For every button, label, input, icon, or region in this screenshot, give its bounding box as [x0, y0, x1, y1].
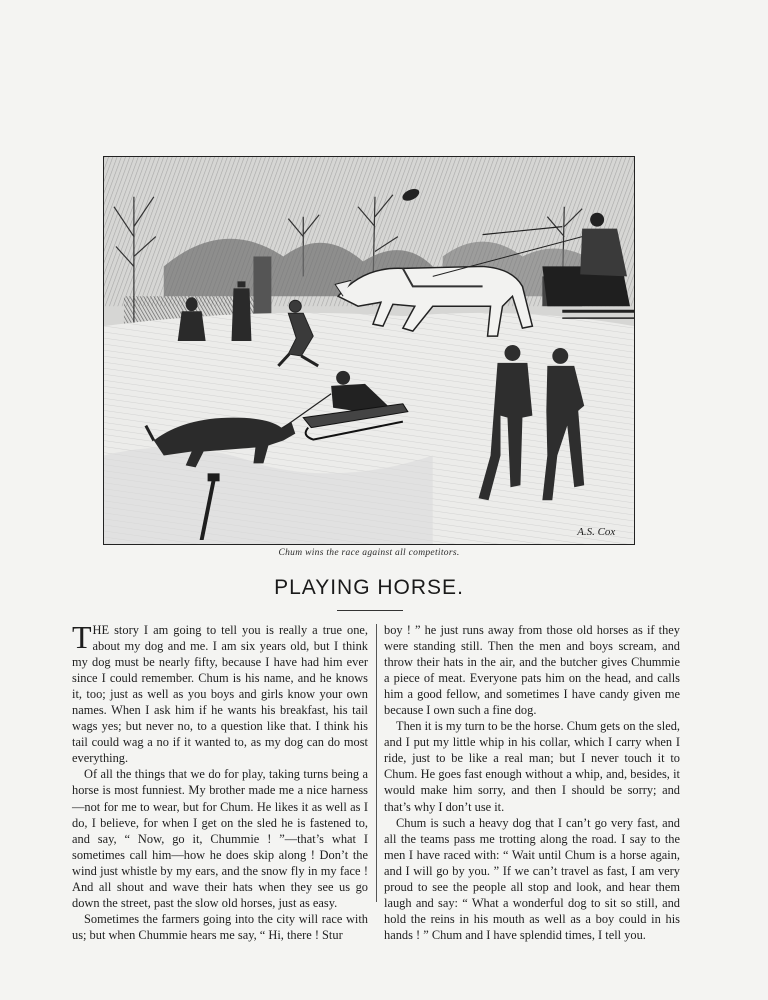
- paragraph-text: story I am going to tell you is really a true one, about my dog and me. I am six years old, but I think my dog must be nearly fifty, because I have had him ever since I could remember. Chum is his name, and he knows it, too; just as well as you boys and girls know your own names. When I ask him if he wants his breakfast, his tail wags yes; but never no, to a question like that. I think his tail could wag a no if it wanted to, as my dog can do most everything.: [72, 623, 368, 766]
- paragraph: Sometimes the farmers going into the city will race with us; but when Chummie hears me say, “ Hi, there ! Stur: [72, 911, 368, 942]
- paragraph: Of all the things that we do for play, taking turns being a horse is most funniest. My brother made me a nice harness—not for me to wear, but for Chum. He likes it as well as I do, I believe, for when I get on the sled he is fastened to, and say, “ Now, go it, Chummie ! ”—that’s what I sometimes call him—how he does skip along ! Don’t the wind just whistle by my ears, and the snow fly in my face ! And all shout and wave their hats when they see us go down the street, past the slow old horses, just as easy.: [72, 767, 368, 910]
- article-body: [72, 619, 692, 942]
- drop-cap: T: [72, 619, 92, 655]
- paragraph: [72, 619, 368, 766]
- engraving-illustration: [103, 156, 635, 545]
- right-column: [384, 622, 680, 943]
- column-divider: [376, 624, 377, 902]
- paragraph: Chum is such a heavy dog that I can’t go very fast, and all the teams pass me trotting along the road. I say to the men I have raced with: “ Wait until Chum is a horse again, and I will go by you. ” If we can’t travel as fast, I am very proud to see the people all stop and look, and hear them laugh and say: “ What a wonderful dog to sit so still, and hold the reins in his mouth as well as a boy could in his hands ! ” Chum and I have splendid times, I tell you.: [384, 815, 680, 942]
- paragraph: Then it is my turn to be the horse. Chum gets on the sled, and I put my little whip in his collar, which I carry when I ride, just to be like a real man; but I never touch it to Chum. He goes fast enough without a whip, and, besides, it would make him sorry, and then I should be sorry; and that’s why I don’t use it.: [384, 719, 680, 814]
- illustration-caption: Chum wins the race against all competitors.: [278, 548, 460, 558]
- paragraph: boy ! ” he just runs away from those old horses as if they were standing still. Then the men and boys scream, and throw their hats in the air, and the butcher gives Chummie a piece of meat. Everyone pats him on the head, and calls him a good fellow, and sometimes I have candy given me because I own such a fine dog.: [384, 623, 680, 718]
- first-word: HE: [92, 623, 110, 637]
- engraving-scene: [104, 157, 634, 544]
- left-column: [72, 619, 368, 943]
- artist-signature: A.S. Cox: [577, 526, 616, 539]
- article-title: PLAYING HORSE.: [274, 576, 464, 599]
- title-rule: [337, 610, 403, 611]
